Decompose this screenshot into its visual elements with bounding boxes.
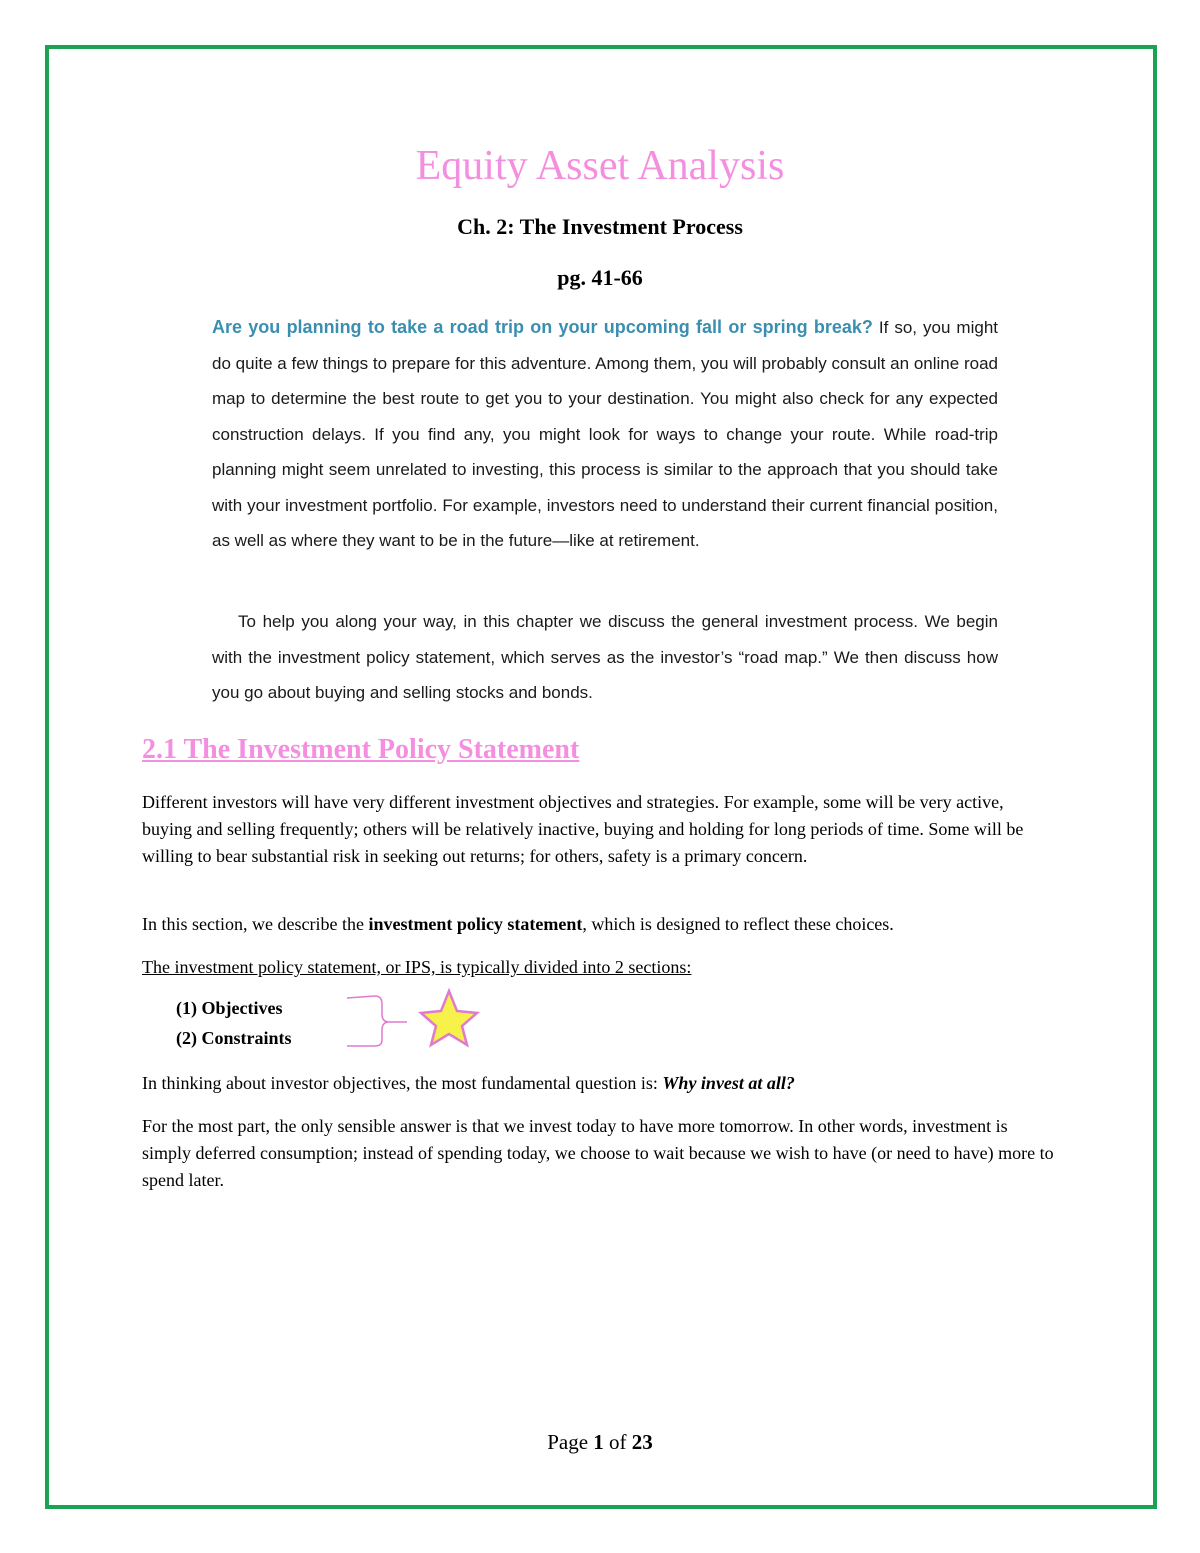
- star-icon: [421, 991, 477, 1045]
- section-paragraph-1: Different investors will have very different investment objectives and strategies. For example, some will be very active, buying and selling frequently; others will be relatively inactive, buying and holding for long periods of time. Some will be willing to bear substantial risk in seeking out returns; for others, safety is a primary concern.: [142, 792, 1024, 866]
- page-range: pg. 41-66: [557, 265, 643, 290]
- footer-page-total: 23: [631, 1430, 653, 1454]
- section-paragraph-2-before: In this section, we describe the: [142, 914, 369, 934]
- section-paragraph-4: [142, 1070, 1057, 1097]
- section-heading: 2.1 The Investment Policy Statement: [142, 734, 580, 765]
- intro-paragraph-1: [212, 310, 998, 559]
- section-paragraph-4-text: In thinking about investor objectives, the most fundamental question is:: [142, 1073, 663, 1093]
- document-title: Equity Asset Analysis: [415, 143, 785, 189]
- intro-lead-question: Are you planning to take a road trip on your upcoming fall or spring break?: [212, 317, 873, 337]
- key-question: Why invest at all?: [662, 1073, 795, 1093]
- footer-of-word: of: [603, 1430, 632, 1454]
- bracket-icon: [347, 996, 407, 1046]
- ips-sections-intro: The investment policy statement, or IPS, is typically divided into 2 sections:: [142, 957, 692, 977]
- section-paragraph-2-after: , which is designed to reflect these choices.: [582, 914, 894, 934]
- footer-page-number: 1: [593, 1430, 604, 1454]
- intro-paragraph-1-text: If so, you might do quite a few things to prepare for this adventure. Among them, you will probably consult an online road map to determine the best route to get you to your destination. You might also check for any expected construction delays. If you find any, you might look for ways to change your route. While road-trip planning might seem unrelated to investing, this process is similar to the approach that you should take with your investment portfolio. For example, investors need to understand their current financial position, as well as where they want to be in the future—like at retirement.: [212, 318, 998, 550]
- section-paragraph-5: For the most part, the only sensible answer is that we invest today to have more tomorrow. In other words, investment is simply deferred consumption; instead of spending today, we choose to wait because we wish to have (or need to have) more to spend later.: [142, 1116, 1054, 1190]
- footer-page-word: Page: [547, 1430, 594, 1454]
- intro-paragraph-2: To help you along your way, in this chapter we discuss the general investment process. We begin with the investment policy statement, which serves as the investor’s “road map.” We then discuss how you go about buying and selling stocks and bonds.: [212, 612, 998, 702]
- bracket-star-graphic: [345, 988, 485, 1050]
- section-paragraph-2: [142, 911, 1057, 938]
- chapter-heading: Ch. 2: The Investment Process: [457, 214, 743, 239]
- ips-term: investment policy statement: [368, 914, 583, 934]
- page-footer: [0, 1430, 1200, 1455]
- list-item-constraints: (2) Constraints: [176, 1028, 292, 1048]
- list-item-objectives: (1) Objectives: [176, 998, 283, 1018]
